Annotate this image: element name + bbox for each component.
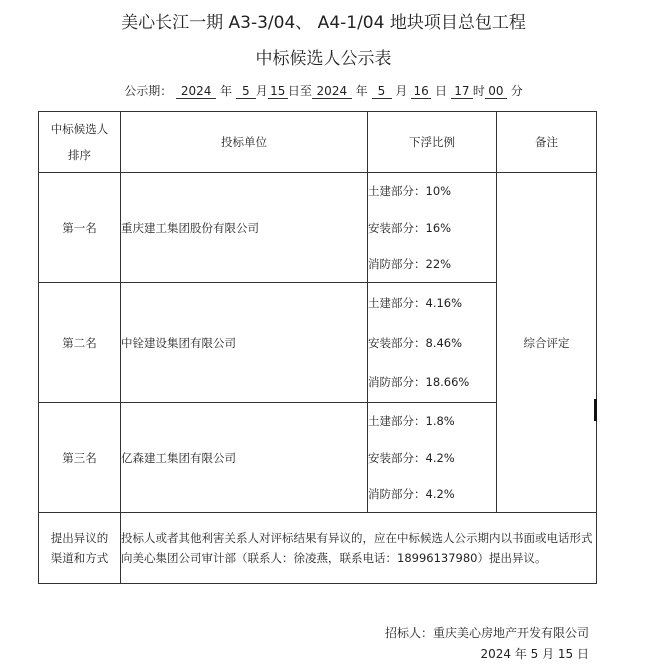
rate-civil: 土建部分：1.8% — [368, 414, 455, 428]
rates-cell — [368, 403, 497, 513]
header-note: 备注 — [497, 112, 597, 173]
period-end-year: 2024 — [312, 84, 352, 99]
objection-label-line-1: 提出异议的 — [50, 531, 109, 545]
period-end-month: 5 — [372, 84, 392, 99]
header-rank-line-2: 排序 — [68, 148, 91, 162]
objection-label — [39, 513, 121, 584]
note-cell: 综合评定 — [497, 173, 597, 513]
rates-cell — [368, 173, 497, 283]
header-rank — [39, 112, 121, 173]
title-line-2: 中标候选人公示表 — [255, 49, 392, 69]
rank-cell: 第一名 — [39, 173, 121, 283]
period-year-unit: 年 — [219, 84, 232, 98]
period-start-year: 2024 — [176, 84, 216, 99]
sign-date: 2024 年 5 月 15 日 — [480, 647, 589, 661]
scroll-marker — [594, 399, 597, 421]
header-unit: 投标单位 — [121, 112, 368, 173]
objection-row — [39, 513, 597, 584]
candidate-table — [38, 111, 597, 584]
title-line-1: 美心长江一期 A3-3/04、 A4-1/04 地块项目总包工程 — [121, 13, 526, 33]
period-month-unit: 月 — [255, 84, 268, 98]
period-day-to: 日至 — [287, 84, 312, 98]
period-minute-unit: 分 — [510, 84, 523, 98]
rate-fire: 消防部分：22% — [368, 257, 452, 271]
period-month-unit-2: 月 — [395, 84, 408, 98]
rate-install: 安装部分：8.46% — [368, 335, 463, 350]
rank-cell: 第二名 — [39, 283, 121, 403]
bidder-cell: 亿森建工集团有限公司 — [121, 403, 368, 513]
period-day-unit: 日 — [435, 84, 448, 98]
period-start-day: 15 — [268, 84, 288, 99]
rate-install: 安装部分：4.2% — [368, 450, 455, 465]
bidder-cell: 中铨建设集团有限公司 — [121, 283, 368, 403]
period-end-day: 16 — [411, 84, 431, 99]
rate-install: 安装部分：16% — [368, 220, 452, 235]
period-end-minute: 00 — [485, 84, 507, 99]
tenderer-signature: 招标人：重庆美心房地产开发有限公司 — [384, 626, 589, 640]
header-row — [39, 112, 597, 173]
header-rank-line-1: 中标候选人 — [50, 122, 109, 136]
rate-fire: 消防部分：18.66% — [368, 375, 470, 389]
period-hour-unit: 时 — [472, 84, 485, 98]
bidder-cell: 重庆建工集团股份有限公司 — [121, 173, 368, 283]
period-end-hour: 17 — [451, 84, 473, 99]
rates-cell — [368, 283, 497, 403]
rate-fire: 消防部分：4.2% — [368, 487, 455, 501]
period-label: 公示期： — [124, 84, 173, 98]
rank-cell: 第三名 — [39, 403, 121, 513]
header-rate: 下浮比例 — [368, 112, 497, 173]
table-row — [39, 173, 597, 283]
objection-text: 投标人或者其他利害关系人对评标结果有异议的，应在中标候选人公示期内以书面或电话形式向美心集团公司审计部（联系人：徐凌燕，联系电话：18996137980）提出异议。 — [121, 513, 597, 584]
objection-label-line-2: 渠道和方式 — [50, 551, 109, 565]
publicity-period — [0, 82, 647, 99]
rate-civil: 土建部分：10% — [368, 184, 452, 198]
rate-civil: 土建部分：4.16% — [368, 296, 463, 310]
period-start-month: 5 — [236, 84, 256, 99]
period-year-unit-2: 年 — [355, 84, 368, 98]
